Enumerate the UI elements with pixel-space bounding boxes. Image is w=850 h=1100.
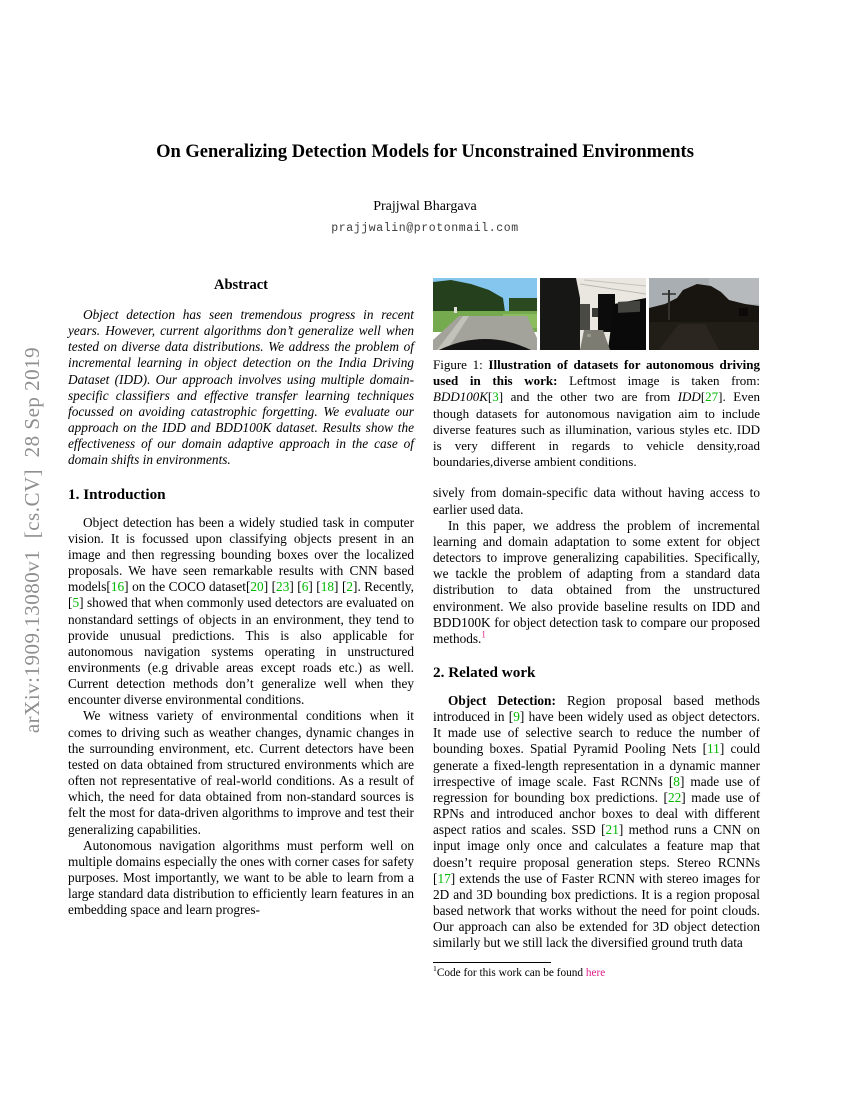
citation-ref[interactable]: 5 <box>72 595 80 611</box>
right-column <box>433 277 760 951</box>
text-segment: ] on the COCO dataset[ <box>124 579 251 595</box>
text-segment: ] showed that when commonly used detectors are evaluated on nonstandard settings of objects in an environment, they tend to provide unusual predictions. This is also applicable for autonomous navigation systems operating in unstructured environments (e.g drivable areas except roads etc.) as well. Current detection methods don’t generalize well when they encounter diverse environmental conditions. <box>68 595 414 708</box>
text-segment: Object detection has been a widely studied task in computer vision. It is focussed upon classifying objects present in an image and then regressing bounding boxes over the localized proposals. We have seen remarkable results with CNN based models[ <box>68 514 414 595</box>
related-work-paragraph <box>433 693 760 952</box>
citation-ref[interactable]: 18 <box>320 579 335 595</box>
footnote-marker: 1 <box>433 964 437 974</box>
footnote <box>433 962 760 980</box>
intro-paragraph-3: Autonomous navigation algorithms must perform well on multiple domains especially the ones with corner cases for safety purposes. Most importantly, we want to be able to learn from a large standard data distribution to efficiently learn features in an embedding space and learn progres- <box>68 837 414 918</box>
citation-ref[interactable]: 16 <box>110 579 125 595</box>
citation-ref[interactable]: 23 <box>276 579 290 595</box>
intro-paragraph-2: We witness variety of environmental conditions when it comes to driving such as weather changes, dynamic changes in the surrounding environment, etc. Current detectors have been tested on data obtained from structured environments which are often not representative of real-world conditions. As a result of which, the need for data obtained from non-standard sources is felt the most for data-driven algorithms to improve and test their generalizing capabilities. <box>68 708 414 837</box>
figure1-image-bdd100k-road <box>433 278 537 350</box>
citation-ref[interactable]: 3 <box>492 389 499 405</box>
text-segment: Leftmost image is taken from: <box>557 373 761 389</box>
figure1-images <box>433 278 760 350</box>
abstract-paragraph: Object detection has seen tremendous progress in recent years. However, current algorithms don’t generalize well when tested on diverse data distributions. We address the problem of incremental learning in object detection on the India Driving Dataset (IDD). Our approach involves using multiple domain-specific classifiers and effective transfer learning techniques focussed on avoiding catastrophic forgetting. We evaluate our approach on the IDD and BDD100K dataset. Results show the effectiveness of our domain adaptive approach in the case of domain shifts in environments. <box>68 307 414 468</box>
intro-paragraph-1 <box>68 515 414 709</box>
text-segment: ]. Recently, [ <box>68 579 414 611</box>
figure1-caption <box>433 357 760 470</box>
text-segment: ] made use of RPNs and introduced anchor boxes to deal with different aspect ratios and scales. SSD [ <box>433 789 760 838</box>
text-segment: ] extends the use of Faster RCNN with stereo images for 2D and 3D bounding box predictions. It is a region proposal based network that works without the need for point clouds. Our approach can also be extended for 3D object detection similarly but we still lack the diversified ground truth data <box>433 870 760 951</box>
text-segment: ] could generate a fixed-length representation in a dynamic manner irrespective of image scale. Fast RCNNs [ <box>433 741 760 789</box>
text-segment: In this paper, we address the problem of incremental learning and domain adaptation to some extent for object detectors to improve generalizing capabilities. Specifically, we tackle the problem of adapting from a standard data distribution to data obtained from the unstructured environment. We also provide baseline results on IDD and BDD100K for object detection task to compare our proposed methods. <box>433 517 760 646</box>
text-segment: ] [ <box>334 579 347 595</box>
text-segment: ] [ <box>263 579 277 595</box>
text-segment: Object Detection: <box>448 692 556 708</box>
left-column <box>68 277 414 918</box>
text-segment: Illustration of datasets for autonomous driving used in this work: <box>433 357 760 389</box>
text-segment: Figure 1: <box>433 357 489 372</box>
citation-ref[interactable]: 11 <box>707 741 720 757</box>
footnote-marker: 1 <box>481 629 486 640</box>
abstract-heading: Abstract <box>214 277 268 293</box>
arxiv-watermark: arXiv:1909.13080v1 [cs.CV] 28 Sep 2019 <box>20 346 44 734</box>
text-segment: [ <box>487 389 493 405</box>
text-segment: BDD100K <box>433 389 488 405</box>
section-heading-introduction: 1. Introduction <box>68 485 166 503</box>
citation-ref[interactable]: 9 <box>513 709 520 725</box>
footnote-rule <box>433 962 551 963</box>
text-segment: ] and the other two are from <box>498 389 678 405</box>
citation-ref[interactable]: 27 <box>705 389 719 405</box>
text-segment: ] [ <box>308 579 321 595</box>
text-segment: ] made use of regression for bounding box predictions. [ <box>433 773 761 805</box>
text-segment: [ <box>700 389 706 405</box>
citation-ref[interactable]: 20 <box>250 579 264 595</box>
footnote-link[interactable]: here <box>585 967 606 979</box>
citation-ref[interactable]: 2 <box>346 579 354 595</box>
text-segment: ] have been widely used as object detectors. It made use of selective search to reduce the number of bounding boxes. Spatial Pyramid Pooling Nets [ <box>433 709 760 757</box>
text-segment: ] [ <box>289 579 302 595</box>
figure1-image-idd-congested-street <box>540 278 646 350</box>
footnote-text <box>433 964 760 980</box>
citation-ref[interactable]: 8 <box>673 773 680 789</box>
text-segment: Region proposal based methods introduced in [ <box>433 692 760 725</box>
citation-ref[interactable]: 21 <box>605 822 619 838</box>
author-email[interactable]: prajjwalin@protonmail.com <box>331 222 519 235</box>
text-segment: IDD <box>677 389 701 405</box>
author-name: Prajjwal Bhargava <box>373 199 477 214</box>
text-segment: ] method runs a CNN on input image only once and calculates a feature map that doesn’t require proposal generation steps. Stereo RCNNs [ <box>433 822 761 886</box>
figure1-image-idd-dusk-road <box>649 278 759 350</box>
paper-title: On Generalizing Detection Models for Unconstrained Environments <box>156 142 694 162</box>
citation-ref[interactable]: 6 <box>301 579 309 595</box>
citation-ref[interactable]: 22 <box>667 789 682 805</box>
text-segment: Code for this work can be found <box>436 967 586 979</box>
section-heading-related-work: 2. Related work <box>433 663 536 681</box>
citation-ref[interactable]: 17 <box>437 870 451 886</box>
text-segment: ]. Even though datasets for autonomous navigation aim to include diverse features such as illumination, various styles etc. IDD is very different in regards to vehicle density,road boundaries,diverse ambient conditions. <box>433 389 760 470</box>
paragraph-continuation: sively from domain-specific data without having access to earlier used data. <box>433 485 760 517</box>
paragraph-contributions <box>433 518 760 647</box>
